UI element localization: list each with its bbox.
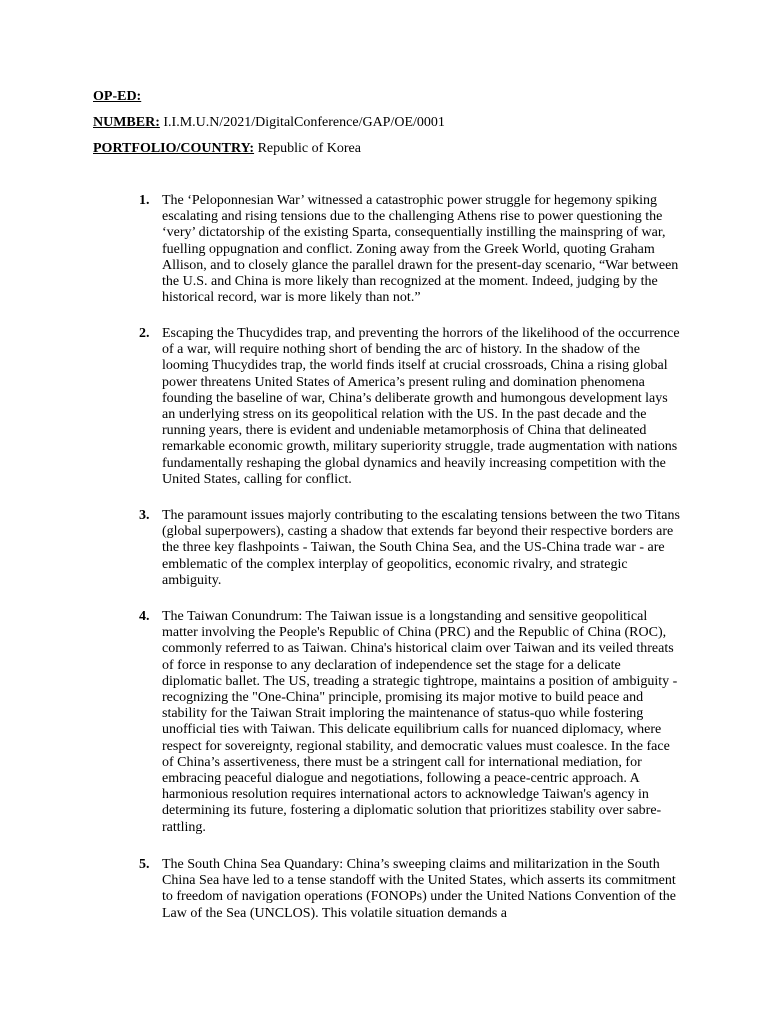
item-paragraph: The ‘Peloponnesian War’ witnessed a catastrophic power struggle for hegemony spiking escalating and rising tensions due to the challenging Athens rise to power questioning the ‘very’ dictatorship of the existing Sparta, consequentially instilling the mainspring of war, fuelling oppugnation and conflict. Zoning away from the Greek World, quoting Graham Allison, and to closely glance the parallel drawn for the present-day scenario, “War between the U.S. and China is more likely than recognized at the moment. Indeed, judging by the historical record, war is more likely than not.” [162, 193, 679, 306]
portfolio-label: PORTFOLIO/COUNTRY: [93, 141, 255, 156]
item-paragraph: The paramount issues majorly contributing to the escalating tensions between the two Titans (global superpowers), casting a shadow that extends far beyond their respective borders are the three key flashpoints - Taiwan, the South China Sea, and the US-China trade war - are emblematic of the complex interplay of geopolitics, economic rivalry, and strategic ambiguity. [162, 508, 680, 588]
portfolio-line [93, 140, 361, 157]
portfolio-value: Republic of Korea [254, 141, 361, 156]
item-number: 5. [139, 857, 150, 872]
item-number: 1. [139, 193, 150, 208]
number-label: NUMBER: [93, 115, 160, 130]
oped-heading [93, 88, 141, 105]
oped-label: OP-ED: [93, 89, 142, 104]
number-value: I.I.M.U.N/2021/DigitalConference/GAP/OE/0001 [159, 115, 445, 130]
item-number: 2. [139, 326, 150, 341]
number-line [93, 114, 445, 131]
item-number: 4. [139, 609, 150, 624]
item-paragraph: The South China Sea Quandary: China’s sweeping claims and militarization in the South China Sea have led to a tense standoff with the United States, which asserts its commitment to freedom of navigation operations (FONOPs) under the United Nations Convention of the Law of the Sea (UNCLOS). This volatile situation demands a [162, 857, 677, 921]
item-number: 3. [139, 508, 150, 523]
item-paragraph: Escaping the Thucydides trap, and preventing the horrors of the likelihood of the occurrence of a war, will require nothing short of bending the arc of history. In the shadow of the looming Thucydides trap, the world finds itself at crucial crossroads, China a rising global power threatens United States of America’s present ruling and domination phenomena founding the baseline of war, China’s deliberate growth and humongous development lays an underlying stress on its geopolitical relation with the US. In the past decade and the running years, there is evident and undeniable metamorphosis of China that delineated remarkable economic growth, military superiority struggle, trade augmentation with nations fundamentally reshaping the global dynamics and heavily increasing competition with the United States, calling for conflict. [162, 326, 680, 487]
item-paragraph: The Taiwan Conundrum: The Taiwan issue is a longstanding and sensitive geopolitical matter involving the People's Republic of China (PRC) and the Republic of China (ROC), commonly referred to as Taiwan. China's historical claim over Taiwan and its veiled threats of force in response to any declaration of independence set the stage for a delicate diplomatic ballet. The US, treading a strategic tightrope, maintains a position of ambiguity - recognizing the "One-China" principle, promising its major motive to build peace and stability for the Taiwan Strait imploring the maintenance of status-quo while fostering unofficial ties with Taiwan. This delicate equilibrium calls for nuanced diplomacy, where respect for sovereignty, regional stability, and democratic values must coalesce. In the face of China’s assertiveness, there must be a stringent call for international mediation, for embracing peaceful dialogue and negotiations, following a peace-centric approach. A harmonious resolution requires international actors to acknowledge Taiwan's agency in determining its future, fostering a diplomatic solution that prioritizes stability over sabre-rattling. [162, 609, 678, 835]
